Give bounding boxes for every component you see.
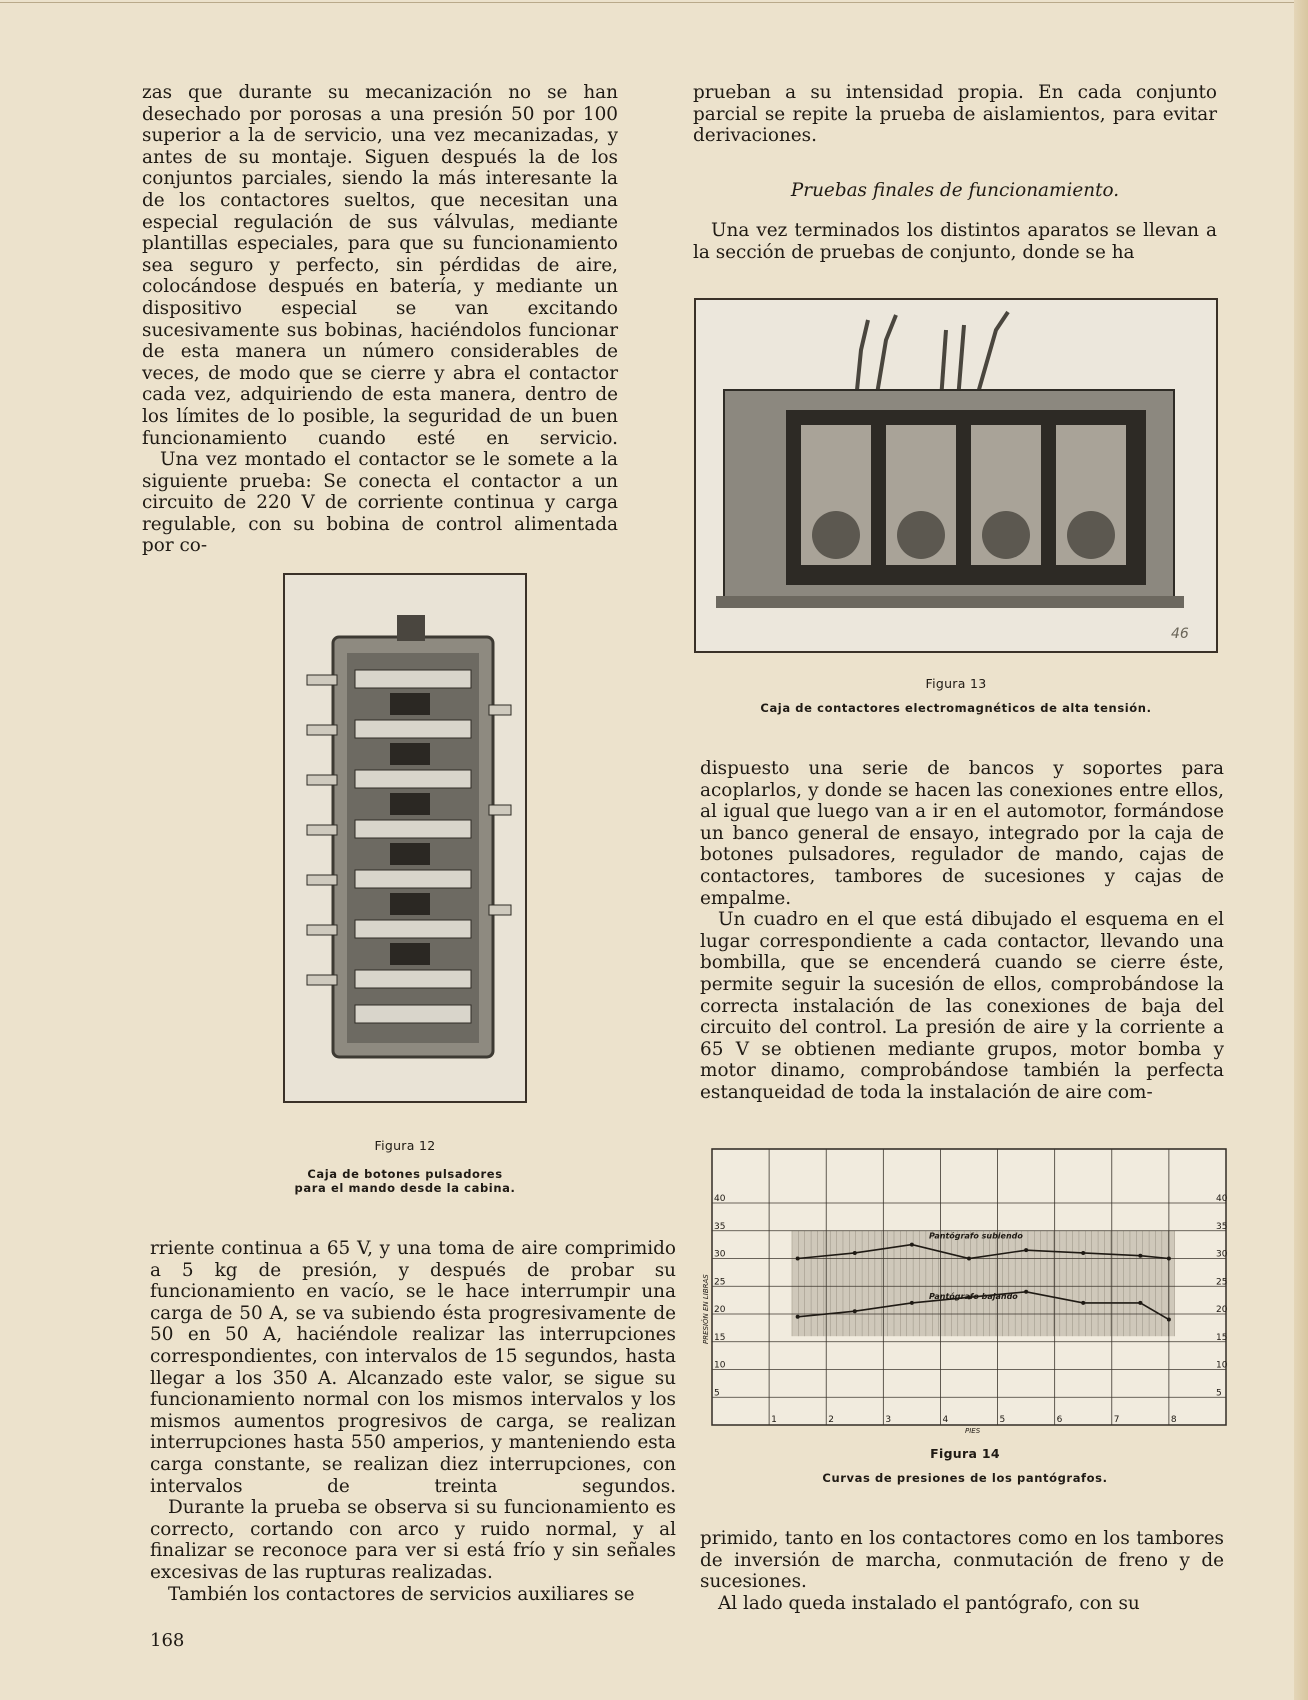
paragraph: rriente continua a 65 V, y una toma de aire comprimido a 5 kg de presión, y después de probar su funcionamiento en vacío, se le hace interrumpir una carga de 50 A, se va subiendo ésta progresivamente de 50 en 50 A, haciéndole realizar las interrupciones correspondientes, con intervalos de 15 segundos, hasta llegar a los 350 A. Alcanzado este valor, se sigue su funcionamiento normal con los mismos intervalos y los mismos aumentos progresivos de carga, se realizan interrupciones hasta 550 amperios, y manteniendo esta carga constante, se realizan diez interrupciones, con intervalos de treinta segundos. (150, 1238, 676, 1497)
chart-x-tick-label: 8 (1170, 1415, 1177, 1425)
chart-x-tick-label: 2 (828, 1415, 834, 1425)
right-column-middle (700, 758, 1224, 1104)
figure-12-caption-line1: Caja de botones pulsadores (307, 1167, 503, 1181)
chart-y-tick-label: 5 (714, 1388, 720, 1399)
paragraph: prueban a su intensidad propia. En cada conjunto parcial se repite la prueba de aislamientos, para evitar derivaciones. (693, 82, 1217, 147)
figure-14-caption (700, 1446, 1230, 1485)
chart-y-tick-label: 10 (714, 1360, 726, 1371)
figure-13-photo-mark: 46 (1171, 626, 1189, 642)
paragraph: dispuesto una serie de bancos y soportes para acoplarlos, y donde se hacen las conexiones entre ellos, al igual que luego van a ir en el automotor, formándose un banco general de ensayo, integrado por la caja de botones pulsadores, regulador de mando, cajas de contactores, tambores de sucesiones y cajas de empalme. (700, 758, 1224, 909)
chart-data-point (853, 1251, 857, 1255)
paragraph: Un cuadro en el que está dibujado el esquema en el lugar correspondiente a cada contactor, llevando una bombilla, que se encenderá cuando se cierre éste, permite seguir la sucesión de ellos, comprobándose la correcta instalación de las conexiones de baja del circuito del control. La presión de aire y la corriente a 65 V se obtienen mediante grupos, motor bomba y motor dinamo, comprobándose también la perfecta estanqueidad de toda la instalación de aire com- (700, 909, 1224, 1103)
chart-y-tick-label-right: 35 (1216, 1221, 1228, 1232)
chart-y-tick-label: 20 (714, 1305, 726, 1315)
chart-y-tick-label-right: 30 (1216, 1249, 1228, 1260)
right-column-top (693, 82, 1217, 147)
chart-x-axis-label: PIES (965, 1427, 981, 1433)
chart-data-point (1138, 1254, 1142, 1258)
chart-y-tick-label-right: 20 (1216, 1305, 1228, 1315)
paragraph: Una vez montado el contactor se le somete a la siguiente prueba: Se conecta el contactor a un circuito de 220 V de corriente continua y carga regulable, con su bobina de control alimentada por co- (142, 449, 618, 557)
chart-data-point (1024, 1248, 1028, 1252)
chart-y-tick-label: 25 (714, 1277, 726, 1288)
chart-y-tick-label: 35 (714, 1221, 726, 1232)
right-column-top-2 (693, 220, 1217, 263)
right-column-bottom (700, 1528, 1224, 1614)
figure-12-number: Figura 12 (374, 1138, 436, 1153)
chart-x-tick-label: 5 (999, 1415, 1006, 1425)
chart-x-tick-label: 3 (885, 1415, 892, 1425)
chart-data-point (910, 1243, 914, 1247)
chart-data-point (1024, 1290, 1028, 1294)
figure-13-photo (694, 298, 1218, 653)
chart-y-tick-label: 40 (714, 1194, 726, 1204)
chart-series-label: Pantógrafo subiendo (929, 1231, 1023, 1241)
paragraph: También los contactores de servicios auxiliares se (168, 1583, 635, 1605)
figure-12-photo (283, 573, 527, 1103)
chart-y-tick-label-right: 5 (1216, 1388, 1222, 1399)
chart-x-tick-label: 6 (1056, 1415, 1063, 1425)
figure-14-caption-text: Curvas de presiones de los pantógrafos. (822, 1471, 1108, 1485)
chart-y-tick-label: 30 (714, 1249, 726, 1260)
paragraph: primido, tanto en los contactores como en los tambores de inversión de marcha, conmutación de freno y de sucesiones. (700, 1528, 1224, 1593)
chart-x-tick-label: 1 (771, 1415, 777, 1425)
page-top-rule (0, 2, 1294, 3)
figure-14-number: Figura 14 (930, 1446, 1000, 1461)
chart-y-tick-label-right: 40 (1216, 1194, 1228, 1204)
figure-13-caption-text: Caja de contactores electromagnéticos de alta tensión. (760, 701, 1152, 715)
chart-y-tick-label-right: 10 (1216, 1360, 1228, 1371)
paragraph: Durante la prueba se observa si su funcionamiento es correcto, cortando con arco y ruido normal, y al finalizar se reconoce para ver si está frío y sin señales excesivas de las rupturas realizadas. (150, 1497, 676, 1583)
figure-14-chart (700, 1143, 1230, 1433)
chart-data-point (853, 1309, 857, 1313)
chart-x-tick-label: 7 (1113, 1415, 1120, 1425)
paragraph: zas que durante su mecanización no se han desechado por porosas a una presión 50 por 100 superior a la de servicio, una vez mecanizadas, y antes de su montaje. Siguen después la de los conjuntos parciales, siendo la más interesante la de los contactores sueltos, que necesitan una especial regulación de sus válvulas, mediante plantillas especiales, para que su funcionamiento sea seguro y perfecto, sin pérdidas de aire, colocándose después en batería, y mediante un dispositivo especial se van excitando sucesivamente sus bobinas, haciéndolos funcionar de esta manera un número considerables de veces, de modo que se cierre y abra el contactor cada vez, adquiriendo de esta manera, dentro de los límites de lo posible, la seguridad de un buen funcionamiento cuando esté en servicio. (142, 82, 618, 449)
chart-y-tick-label-right: 25 (1216, 1277, 1228, 1288)
figure-13-caption (694, 676, 1218, 715)
left-column-bottom (150, 1238, 676, 1605)
chart-data-point (1167, 1257, 1171, 1261)
chart-x-tick-label: 4 (942, 1415, 949, 1425)
chart-data-point (1138, 1301, 1142, 1305)
chart-data-point (796, 1257, 800, 1261)
chart-data-point (910, 1301, 914, 1305)
contactor-box-illustration (696, 300, 1216, 651)
chart-data-point (1081, 1251, 1085, 1255)
section-heading: Pruebas finales de funcionamiento. (790, 180, 1120, 201)
chart-y-axis-label: PRESIÓN EN LIBRAS (702, 1274, 710, 1344)
chart-y-tick-label: 15 (714, 1332, 726, 1343)
chart-data-point (967, 1257, 971, 1261)
figure-12-caption (270, 1138, 540, 1195)
chart-data-point (1167, 1318, 1171, 1322)
chart-y-tick-label-right: 15 (1216, 1332, 1228, 1343)
page-number: 168 (150, 1630, 185, 1651)
pushbutton-box-illustration (285, 575, 525, 1101)
chart-data-point (1081, 1301, 1085, 1305)
page-edge (1294, 0, 1308, 1700)
chart-series-label: Pantógrafo bajando (929, 1291, 1018, 1301)
left-column-top (142, 82, 618, 557)
paragraph: Al lado queda instalado el pantógrafo, con su (718, 1592, 1140, 1614)
chart-data-point (796, 1315, 800, 1319)
paragraph: Una vez terminados los distintos aparatos se llevan a la sección de pruebas de conjunto, donde se ha (693, 220, 1217, 263)
figure-12-caption-line2: para el mando desde la cabina. (294, 1181, 516, 1195)
figure-13-number: Figura 13 (925, 676, 987, 691)
